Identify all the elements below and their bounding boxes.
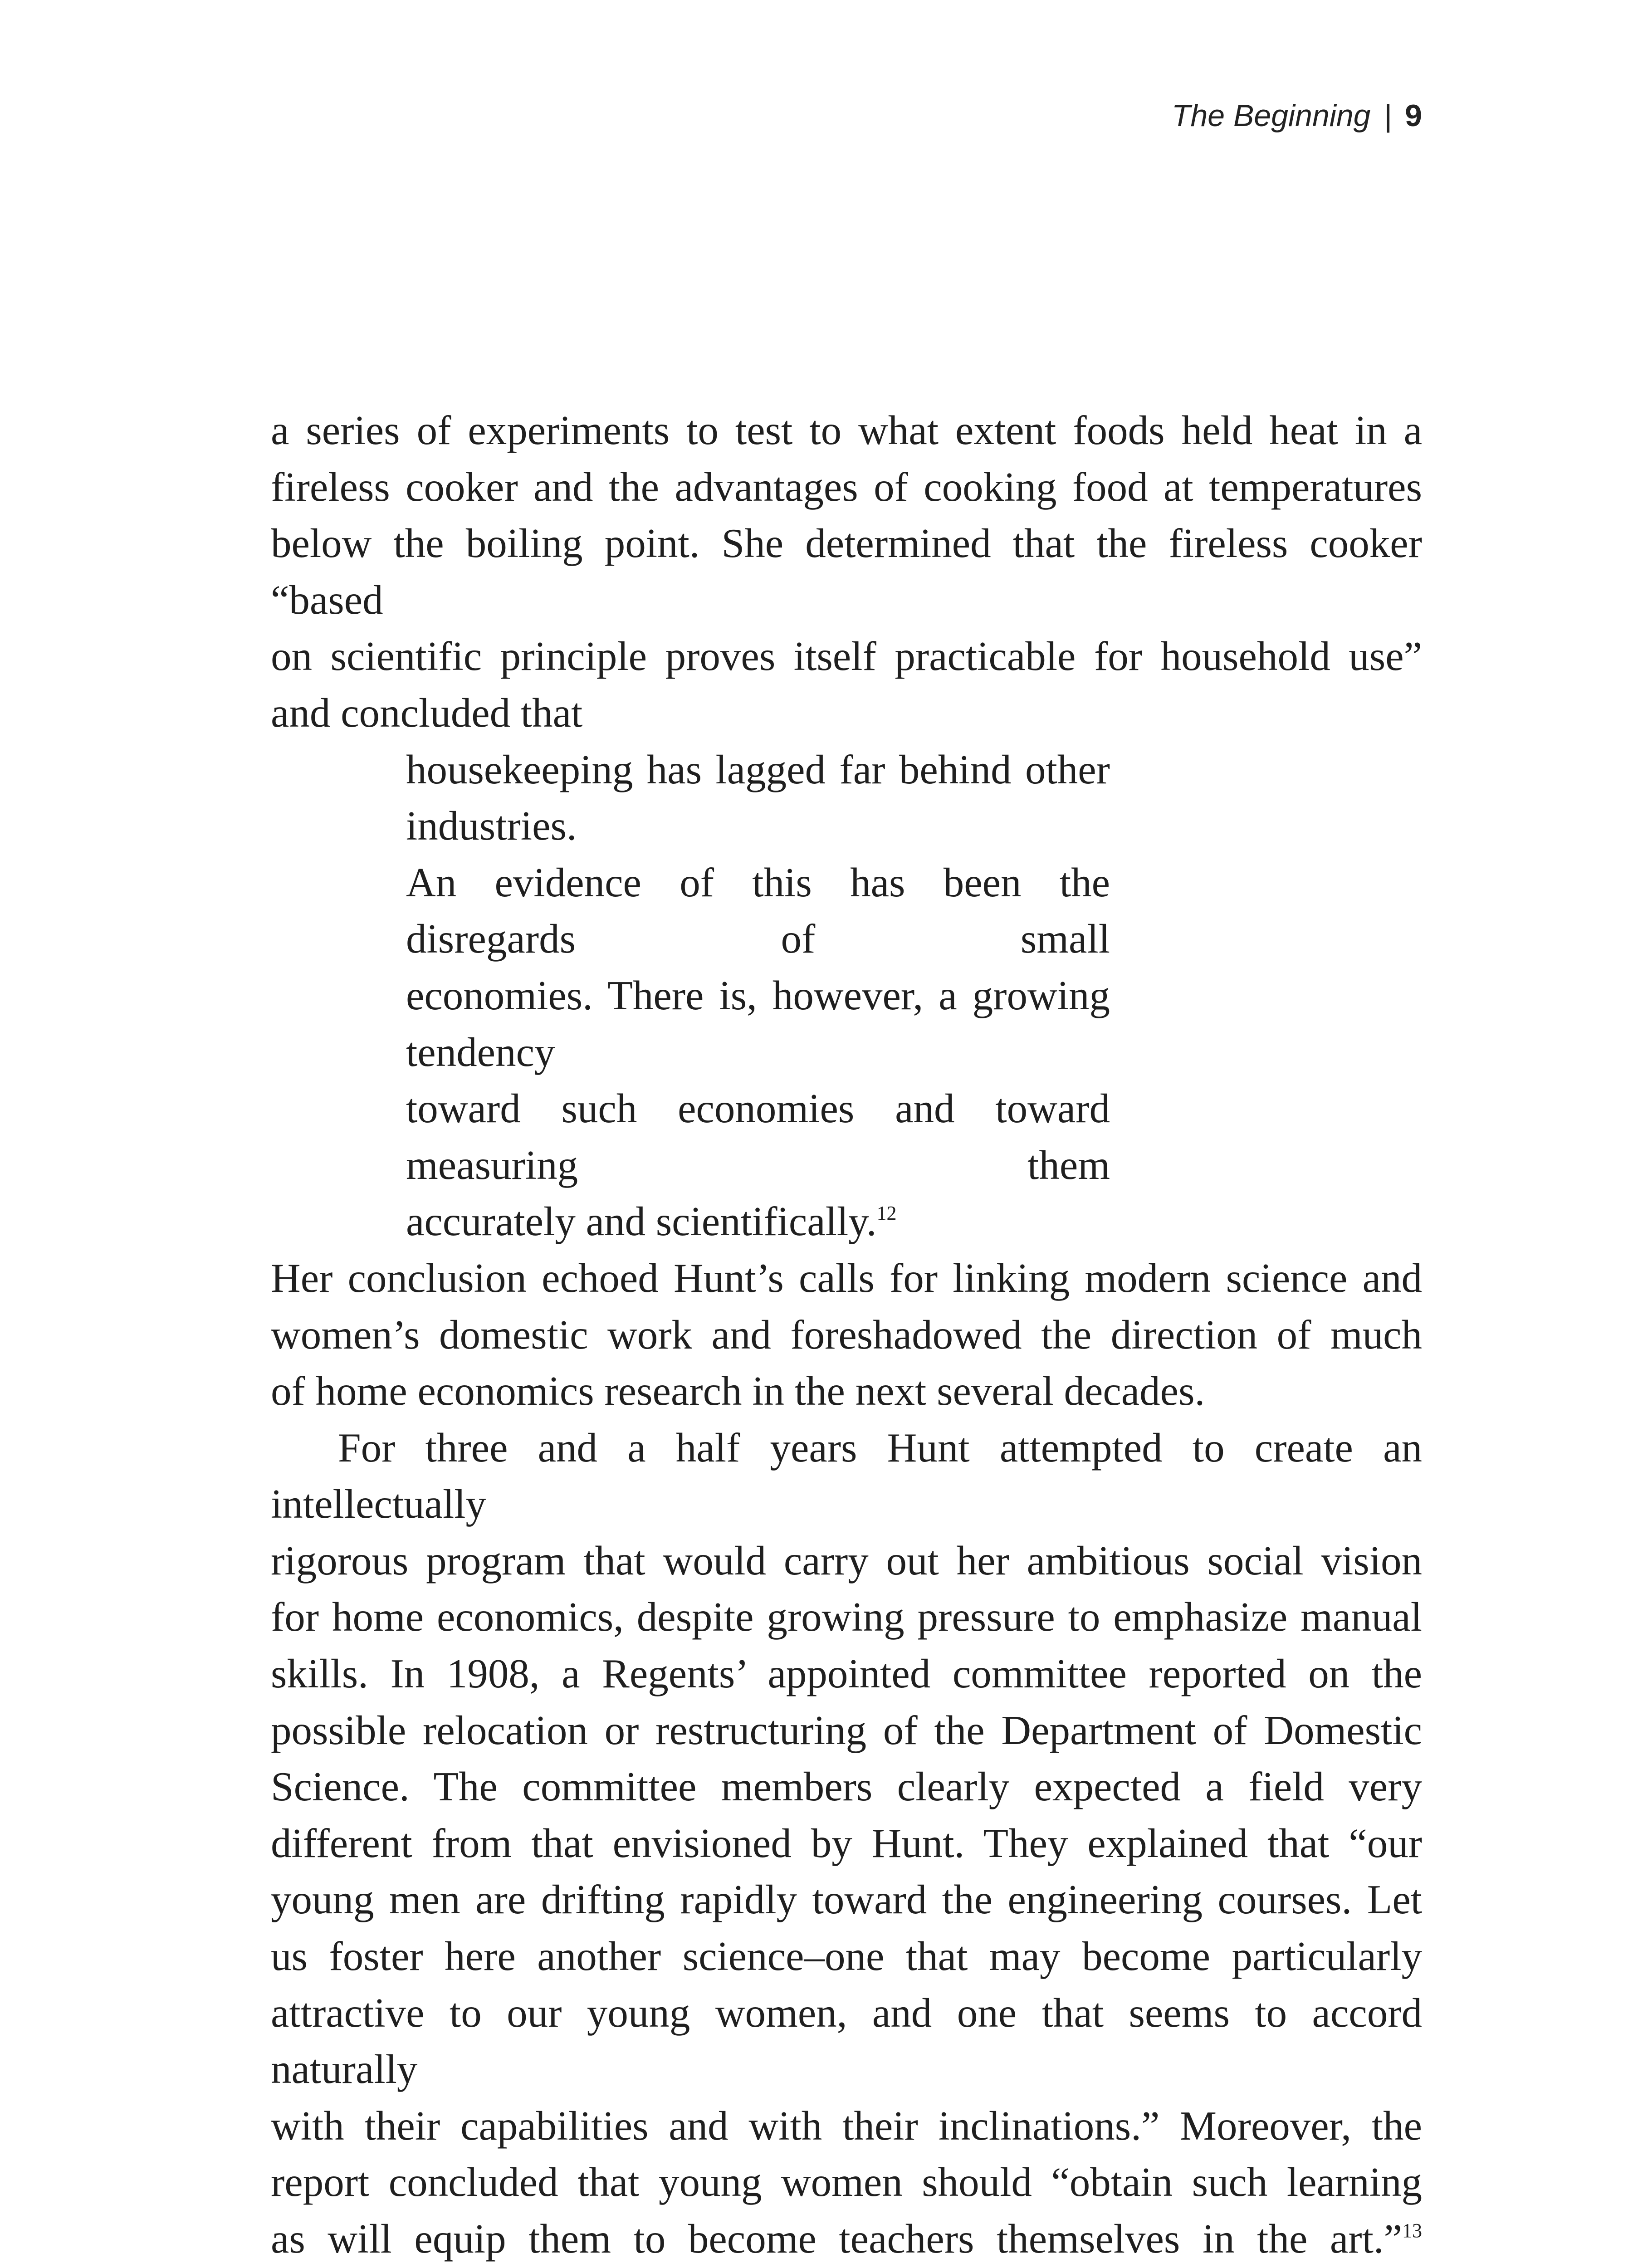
paragraph-hunt-program: [271, 1420, 1422, 2268]
text-line: different from that envisioned by Hunt. They explained that “our: [271, 1820, 1422, 1866]
running-head: [1172, 93, 1422, 138]
text-line: young men are drifting rapidly toward the engineering courses. Let: [271, 1877, 1422, 1923]
text-line: fireless cooker and the advantages of cooking food at temperatures: [271, 464, 1422, 510]
text-line: [271, 2211, 1422, 2268]
paragraph-continued: [271, 402, 1422, 742]
text-line: attractive to our young women, and one that seems to accord naturally: [271, 1989, 1422, 2092]
text-line: and concluded that: [271, 689, 583, 736]
quote-line: economies. There is, however, a growing tendency: [406, 972, 1110, 1075]
text-line: women’s domestic work and foreshadowed the direction of much: [271, 1311, 1422, 1358]
text-line: of home economics research in the next several decades.: [271, 1368, 1205, 1414]
quote-line-text: accurately and scientifically.: [406, 1198, 877, 1245]
body-text: [271, 402, 1422, 2268]
footnote-ref-12: 12: [876, 1202, 897, 1225]
text-line: a series of experiments to test to what extent foods held heat in a: [271, 407, 1422, 453]
text-line: Her conclusion echoed Hunt’s calls for linking modern science and: [271, 1255, 1422, 1301]
paragraph-conclusion: [271, 1250, 1422, 1420]
chapter-title: The Beginning: [1171, 98, 1371, 133]
text-line: skills. In 1908, a Regents’ appointed committee reported on the: [271, 1651, 1422, 1697]
quote-line: An evidence of this has been the disregards of small: [406, 859, 1110, 962]
footnote-ref-13: 13: [1402, 2219, 1422, 2242]
text-line: below the boiling point. She determined that the fireless cooker “based: [271, 520, 1422, 623]
text-line: on scientific principle proves itself practicable for household use”: [271, 633, 1422, 679]
quote-line: housekeeping has lagged far behind other industries.: [406, 746, 1110, 849]
text-line: report concluded that young women should “obtain such learning: [271, 2159, 1422, 2205]
text-line: with their capabilities and with their inclinations.” Moreover, the: [271, 2102, 1422, 2149]
text-line: for home economics, despite growing pressure to emphasize manual: [271, 1594, 1422, 1640]
quote-line: toward such economies and toward measuring them: [406, 1085, 1110, 1188]
page-number: 9: [1405, 98, 1422, 133]
running-head-separator: |: [1384, 98, 1393, 133]
text-line: us foster here another science–one that may become particularly: [271, 1933, 1422, 1980]
text-line: rigorous program that would carry out her ambitious social vision: [271, 1537, 1422, 1584]
text-line: Science. The committee members clearly expected a field very: [271, 1764, 1422, 1810]
quote-line: [406, 1193, 1110, 1250]
text-line-content: as will equip them to become teachers themselves in the art.”: [271, 2216, 1402, 2262]
text-line: For three and a half years Hunt attempted to create an intellectually: [271, 1424, 1422, 1527]
block-quote: [406, 742, 1110, 1250]
text-line: possible relocation or restructuring of the Department of Domestic: [271, 1707, 1422, 1753]
